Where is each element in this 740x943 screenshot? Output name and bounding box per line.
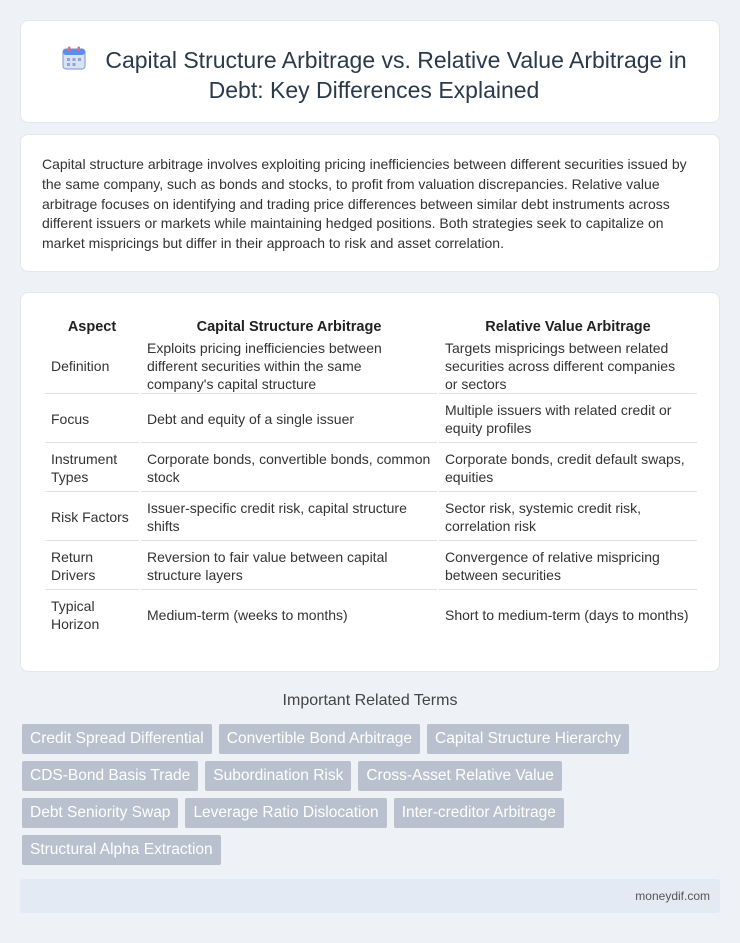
related-terms-list — [22, 724, 702, 865]
related-term-tag[interactable]: Credit Spread Differential — [22, 724, 212, 754]
aspect-cell: Risk Factors — [45, 494, 139, 541]
comparison-table-card — [20, 292, 720, 672]
footer-bar — [20, 879, 720, 913]
capital-structure-cell: Debt and equity of a single issuer — [141, 396, 437, 443]
capital-structure-cell: Medium-term (weeks to months) — [147, 607, 348, 623]
comparison-table — [43, 313, 699, 640]
related-term-tag[interactable]: Subordination Risk — [205, 761, 351, 791]
table-row — [45, 339, 697, 394]
table-header-row — [45, 315, 697, 337]
table-row — [45, 543, 697, 590]
related-term-tag[interactable]: CDS-Bond Basis Trade — [22, 761, 198, 791]
calendar-icon — [61, 45, 87, 71]
title-card — [20, 20, 720, 123]
relative-value-cell: Short to medium-term (days to months) — [445, 607, 689, 623]
intro-card — [20, 134, 720, 272]
footer-site[interactable]: moneydif.com — [635, 889, 710, 903]
related-term-tag[interactable]: Cross-Asset Relative Value — [358, 761, 562, 791]
header-capital-structure: Capital Structure Arbitrage — [196, 319, 382, 335]
relative-value-cell: Corporate bonds, credit default swaps, equities — [439, 445, 697, 492]
page-title: Capital Structure Arbitrage vs. Relative Value Arbitrage in Debt: Key Differences Explained — [105, 47, 687, 103]
related-term-tag[interactable]: Structural Alpha Extraction — [22, 835, 221, 865]
header-relative-value: Relative Value Arbitrage — [485, 319, 651, 335]
table-row — [45, 494, 697, 541]
relative-value-cell: Multiple issuers with related credit or equity profiles — [439, 396, 697, 443]
relative-value-cell: Targets mispricings between related securities across different companies or sectors — [439, 339, 697, 394]
aspect-cell: Focus — [45, 396, 139, 443]
related-term-tag[interactable]: Inter-creditor Arbitrage — [394, 798, 564, 828]
aspect-cell: Definition — [45, 339, 139, 394]
capital-structure-cell: Issuer-specific credit risk, capital structure shifts — [141, 494, 437, 541]
related-term-tag[interactable]: Convertible Bond Arbitrage — [219, 724, 420, 754]
related-term-tag[interactable]: Leverage Ratio Dislocation — [185, 798, 386, 828]
aspect-cell: Typical Horizon — [51, 598, 100, 632]
related-term-tag[interactable]: Debt Seniority Swap — [22, 798, 178, 828]
header-aspect: Aspect — [67, 319, 117, 335]
table-row — [45, 592, 697, 638]
relative-value-cell: Convergence of relative mispricing between securities — [439, 543, 697, 590]
table-row — [45, 445, 697, 492]
capital-structure-cell: Corporate bonds, convertible bonds, common stock — [141, 445, 437, 492]
aspect-cell: Return Drivers — [45, 543, 139, 590]
relative-value-cell: Sector risk, systemic credit risk, correlation risk — [439, 494, 697, 541]
related-terms-title: Important Related Terms — [282, 692, 458, 709]
capital-structure-cell: Exploits pricing inefficiencies between different securities within the same company's capital structure — [141, 339, 437, 394]
related-term-tag[interactable]: Capital Structure Hierarchy — [427, 724, 629, 754]
aspect-cell: Instrument Types — [45, 445, 139, 492]
table-row — [45, 396, 697, 443]
capital-structure-cell: Reversion to fair value between capital structure layers — [141, 543, 437, 590]
intro-paragraph: Capital structure arbitrage involves exploiting pricing inefficiencies between different securities issued by the same company, such as bonds and stocks, to profit from valuation discrepancies. Relative value arbitrage focuses on identifying and trading price differences between similar debt instruments across different issuers or markets while maintaining hedged positions. Both strategies seek to capitalize on market mispricings but differ in their approach to risk and asset correlation. — [42, 156, 687, 252]
